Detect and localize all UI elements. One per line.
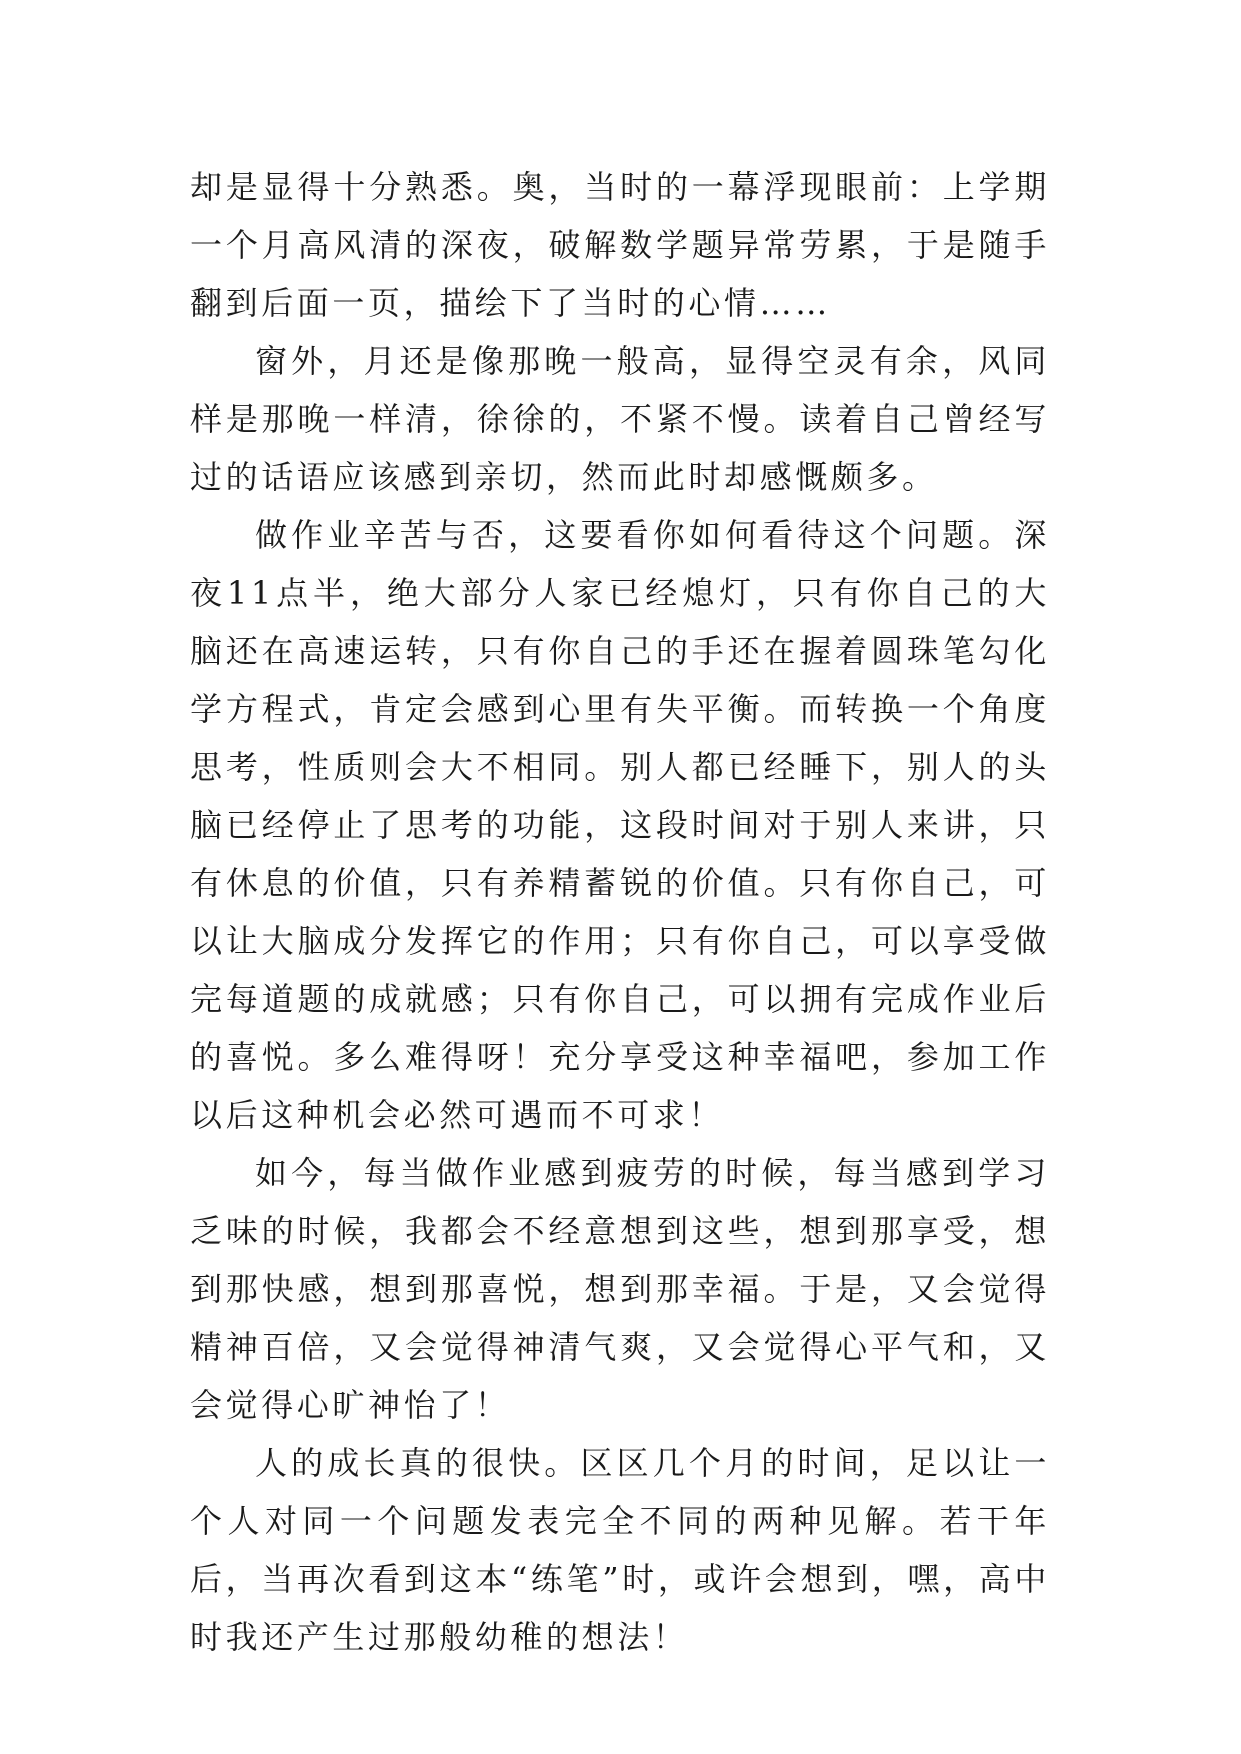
document-body xyxy=(190,158,1050,1666)
paragraph-1: 却是显得十分熟悉。奥，当时的一幕浮现眼前：上学期一个月高风清的深夜，破解数学题异常劳累，于是随手翻到后面一页，描绘下了当时的心情…… xyxy=(190,168,1050,322)
paragraph-2: 窗外，月还是像那晚一般高，显得空灵有余，风同样是那晚一样清，徐徐的，不紧不慢。读着自己曾经写过的话语应该感到亲切，然而此时却感慨颇多。 xyxy=(190,342,1050,496)
paragraph-3: 做作业辛苦与否，这要看你如何看待这个问题。深夜11点半，绝大部分人家已经熄灯，只有你自己的大脑还在高速运转，只有你自己的手还在握着圆珠笔勾化学方程式，肯定会感到心里有失平衡。而转换一个角度思考，性质则会大不相同。别人都已经睡下，别人的头脑已经停止了思考的功能，这段时间对于别人来讲，只有休息的价值，只有养精蓄锐的价值。只有你自己，可以让大脑成分发挥它的作用；只有你自己，可以享受做完每道题的成就感；只有你自己，可以拥有完成作业后的喜悦。多么难得呀！充分享受这种幸福吧，参加工作以后这种机会必然可遇而不可求！ xyxy=(190,516,1050,1134)
paragraph-5: 人的成长真的很快。区区几个月的时间，足以让一个人对同一个问题发表完全不同的两种见解。若干年后，当再次看到这本“练笔”时，或许会想到，嘿，高中时我还产生过那般幼稚的想法！ xyxy=(190,1444,1050,1656)
paragraph-4: 如今，每当做作业感到疲劳的时候，每当感到学习乏味的时候，我都会不经意想到这些，想到那享受，想到那快感，想到那喜悦，想到那幸福。于是，又会觉得精神百倍，又会觉得神清气爽，又会觉得心平气和，又会觉得心旷神怡了！ xyxy=(190,1154,1050,1424)
